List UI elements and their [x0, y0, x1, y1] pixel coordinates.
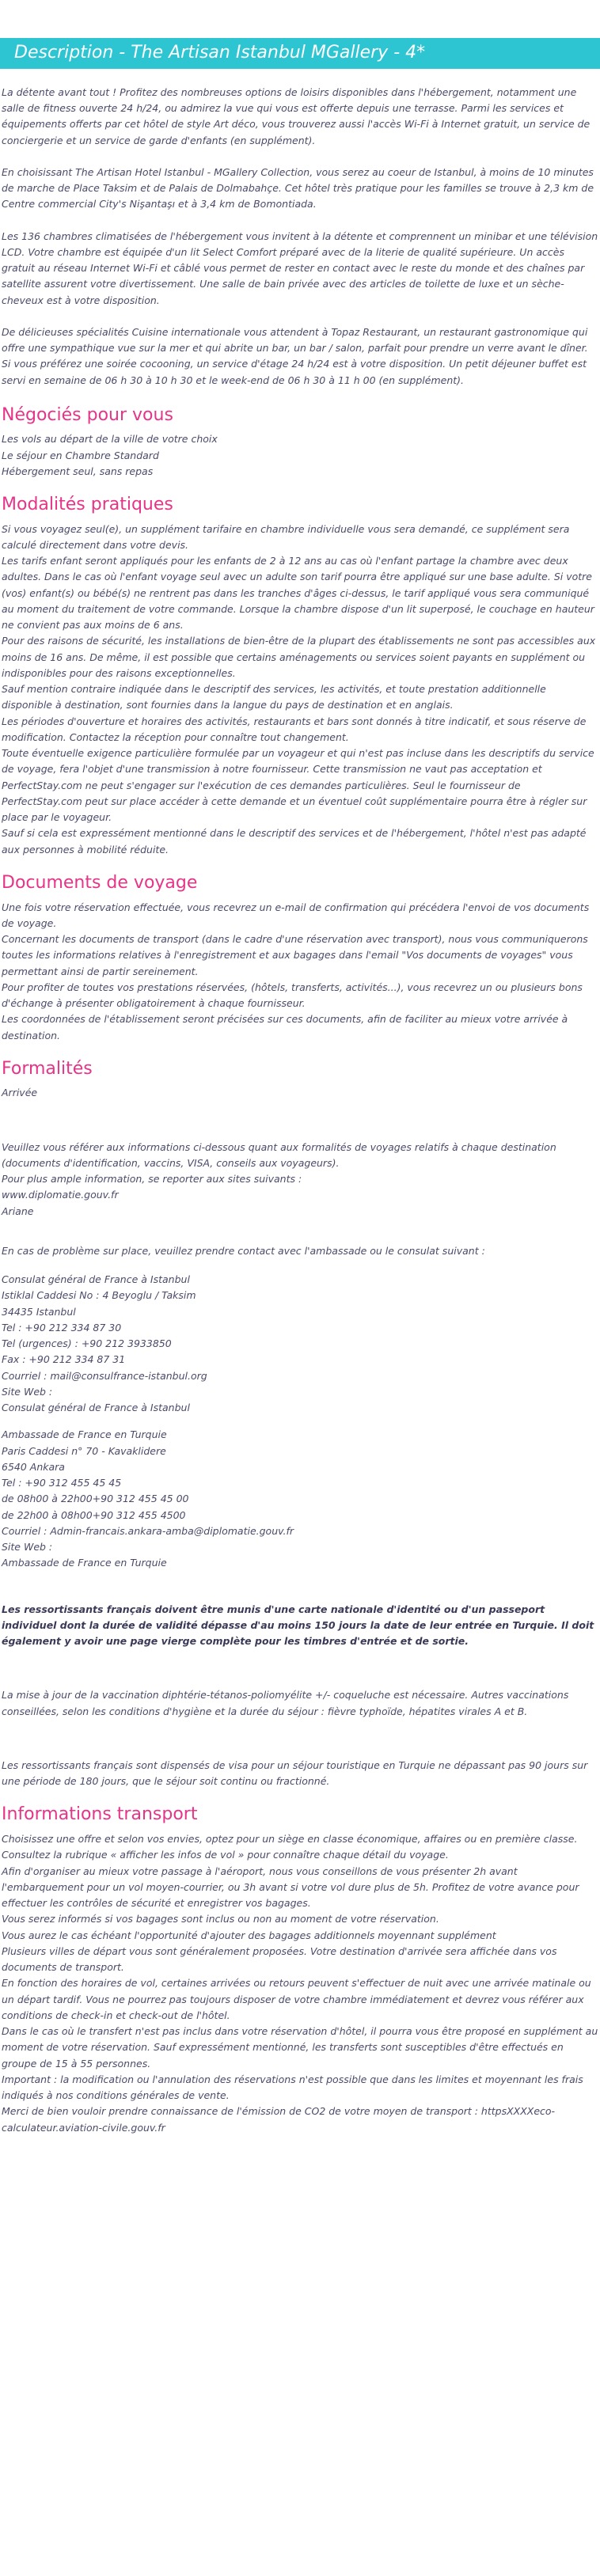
- text-line: Courriel : mail@consulfrance-istanbul.org: [2, 1369, 207, 1382]
- ariane-link[interactable]: Ariane: [2, 1205, 34, 1217]
- text-line: En fonction des horaires de vol, certaines arrivées ou retours peuvent s'effectuer de nuit avec une arrivée matinale ou un départ tardif. Vous ne pourrez pas toujours disposer de votre chambre immédiatement et devrez vous référer aux conditions de check-in et check-out de l'hôtel.: [2, 1977, 591, 2021]
- text-line: Les périodes d'ouverture et horaires des activités, restaurants et bars sont donnés à titre indicatif, et sous réserve de modification. Contactez la réception pour connaître tout changement.: [2, 715, 587, 743]
- text-line: Ambassade de France en Turquie: [2, 1428, 167, 1441]
- list-item: Les vols au départ de la ville de votre choix: [2, 433, 218, 446]
- text-line: 6540 Ankara: [2, 1460, 65, 1473]
- text-line: Plusieurs villes de départ vous sont généralement proposées. Votre destination d'arrivée sera affichée dans vos documents de transport.: [2, 1944, 557, 1974]
- negocies-list: [2, 431, 598, 480]
- diplomatie-link[interactable]: www.diplomatie.gouv.fr: [2, 1189, 119, 1201]
- text-line: Site Web :: [2, 1541, 53, 1554]
- text-line: Sauf si cela est expressément mentionné dans le descriptif des services et de l'hébergement, l'hôtel n'est pas adapté aux personnes à mobilité réduite.: [2, 827, 587, 856]
- list-item: Le séjour en Chambre Standard: [2, 449, 159, 461]
- text-line: Pour profiter de toutes vos prestations réservées, (hôtels, transferts, activités...), vous recevrez un ou plusieurs bons d'échange à présenter obligatoirement à chaque fournisseur.: [2, 981, 583, 1010]
- text-line: Veuillez vous référer aux informations ci-dessous quant aux formalités de voyages relatifs à chaque destination (documents d'identification, vaccins, VISA, conseils aux voyageurs).: [2, 1140, 556, 1169]
- text-line: Concernant les documents de transport (dans le cadre d'une réservation avec transport), nous vous communiquerons toutes les informations relatives à l'enregistrement et aux bagages dans l'email "Vos documents de voyages" vous permettant ainsi de partir sereinement.: [2, 933, 588, 977]
- text-line: Vous serez informés si vos bagages sont inclus ou non au moment de votre réservation.: [2, 1913, 439, 1925]
- text-line: Important : la modification ou l'annulation des réservations n'est possible que dans les limites et moyennant les frais indiqués à nos conditions générales de vente.: [2, 2073, 583, 2102]
- content: [0, 69, 600, 2136]
- arrivee-label: Arrivée: [2, 1087, 38, 1099]
- text-line: Tel (urgences) : +90 212 3933850: [2, 1337, 172, 1350]
- list-item: Hébergement seul, sans repas: [2, 465, 154, 477]
- page-title: Description - The Artisan Istanbul MGallery - 4*: [0, 38, 600, 69]
- text-line: Les tarifs enfant seront appliqués pour les enfants de 2 à 12 ans au cas où l'enfant partage la chambre avec deux adultes. Dans le cas où l'enfant voyage seul avec un adulte son tarif pourra être appliqué sur une base adulte. Si votre (vos) enfant(s) ou bébé(s) ne rentrent pas dans les tranches d'âges ci-dessus, le tarif appliqué vous sera communiqué au moment du traitement de votre commande. Lorsque la chambre dispose d'un lit superposé, le couchage en hauteur ne convient pas aux moins de 6 ans.: [2, 555, 594, 632]
- section-heading-documents: Documents de voyage: [2, 872, 198, 893]
- section-heading-modalites: Modalités pratiques: [2, 495, 173, 515]
- description-paragraph: Les 136 chambres climatisées de l'hébergement vous invitent à la détente et comprennent un minibar et une télévision LCD. Votre chambre est équipée d'un lit Select Comfort préparé avec de la literie de qualité supérieure. Un accès gratuit au réseau Internet Wi-Fi et câblé vous permet de rester en contact avec le reste du monde et des chaînes par satellite assurent votre divertissement. Une salle de bain privée avec des articles de toilette de luxe et un sèche-cheveux est à votre disposition.: [2, 230, 598, 306]
- text-line: Si vous voyagez seul(e), un supplément tarifaire en chambre individuelle vous sera demandé, ce supplément sera calculé directement dans votre devis.: [2, 522, 570, 551]
- text-line: Sauf mention contraire indiquée dans le descriptif des services, les activités, et toute prestation additionnelle disponible à destination, sont fournies dans la langue du pays de destination et en anglais.: [2, 683, 546, 711]
- documents-text: [2, 900, 598, 1044]
- consulat-link[interactable]: Consulat général de France à Istanbul: [2, 1402, 190, 1414]
- text-line: Une fois votre réservation effectuée, vous recevrez un e-mail de confirmation qui précédera l'envoi de vos documents de voyage.: [2, 901, 590, 929]
- transport-text: [2, 1831, 598, 2136]
- ambassade-link[interactable]: Ambassade de France en Turquie: [2, 1557, 167, 1569]
- text-line: Tel : +90 312 455 45 45: [2, 1477, 122, 1489]
- text-line: Tel : +90 212 334 87 30: [2, 1321, 122, 1334]
- consulat-block: [2, 1272, 598, 1416]
- description-paragraph: La détente avant tout ! Profitez des nombreuses options de loisirs disponibles dans l'hébergement, notamment une salle de fitness ouverte 24 h/24, ou admirez la vue qui vous est offerte depuis une terrasse. Parmi les services et équipements offerts par cet hôtel de style Art déco, vous trouverez aussi l'accès Wi-Fi à Internet gratuit, un service de conciergerie et un service de garde d'enfants (en supplément).: [2, 85, 591, 146]
- ressortissants-bold-text: Les ressortissants français doivent être munis d'une carte nationale d'identité ou d'un passeport individuel dont la durée de validité dépasse d'au moins 150 jours la date de leur entrée en Turquie. Il doit également y avoir une page vierge complète pour les timbres d'entrée et de sortie.: [2, 1603, 594, 1648]
- text-line: Site Web :: [2, 1385, 53, 1398]
- text-line: Consultez la rubrique « afficher les infos de vol » pour connaître chaque détail du voyage.: [2, 1849, 449, 1861]
- description-paragraph: En choisissant The Artisan Hotel Istanbul - MGallery Collection, vous serez au coeur de Istanbul, à moins de 10 minutes de marche de Place Taksim et de Palais de Dolmabahçe. Cet hôtel très pratique pour les familles se trouve à 2,3 km de Centre commercial City's Nişantaşı et à 3,4 km de Bomontiada.: [2, 165, 594, 211]
- text-line: Courriel : Admin-francais.ankara-amba@diplomatie.gouv.fr: [2, 1524, 294, 1537]
- probleme-text: En cas de problème sur place, veuillez prendre contact avec l'ambassade ou le consulat suivant :: [2, 1244, 485, 1257]
- section-heading-negocies: Négociés pour vous: [2, 404, 173, 425]
- page: [0, 38, 600, 2136]
- text-line: Pour plus ample information, se reporter aux sites suivants :: [2, 1173, 302, 1186]
- text-line: Consulat général de France à Istanbul: [2, 1273, 190, 1286]
- text-line: Choisissez une offre et selon vos envies, optez pour un siège en classe économique, affaires ou en première classe.: [2, 1833, 578, 1846]
- visa-text: Les ressortissants français sont dispensés de visa pour un séjour touristique en Turquie ne dépassant pas 90 jours sur une période de 180 jours, que le séjour soit continu ou fractionné.: [2, 1758, 588, 1788]
- description-paragraph: De délicieuses spécialités Cuisine internationale vous attendent à Topaz Restaurant, un restaurant gastronomique qui offre une sympathique vue sur la mer et qui abrite un bar, un bar / salon, parfait pour prendre un verre avant le dîner. Si vous préférez une soirée cocooning, un service d'étage 24 h/24 est à votre disposition. Un petit déjeuner buffet est servi en semaine de 06 h 30 à 10 h 30 et le week-end de 06 h 30 à 11 h 00 (en supplément).: [2, 325, 588, 386]
- text-line: Paris Caddesi n° 70 - Kavaklidere: [2, 1444, 166, 1457]
- text-line: de 22h00 à 08h00+90 312 455 4500: [2, 1508, 186, 1521]
- text-line: Vous aurez le cas échéant l'opportunité d'ajouter des bagages additionnels moyennant supplément: [2, 1929, 496, 1941]
- text-line: Pour des raisons de sécurité, les installations de bien-être de la plupart des établissements ne sont pas accessibles aux moins de 16 ans. De même, il est possible que certains aménagements ou services soient payants en supplément ou indisponibles pour des raisons exceptionnelles.: [2, 635, 596, 679]
- ambassade-block: [2, 1427, 598, 1571]
- section-heading-transport: Informations transport: [2, 1804, 198, 1825]
- text-line: Toute éventuelle exigence particulière formulée par un voyageur et qui n'est pas incluse dans les descriptifs du service de voyage, fera l'objet d'une transmission à notre fournisseur. Cette transmission ne vaut pas acceptation et PerfectStay.com ne peut s'engager sur l'exécution de ces demandes particulières. Seul le fournisseur de PerfectStay.com peut sur place accéder à cette demande et un éventuel coût supplémentaire pourra être à régler sur place par le voyageur.: [2, 747, 594, 824]
- text-line: Dans le cas où le transfert n'est pas inclus dans votre réservation d'hôtel, il pourra vous être proposé en supplément au moment de votre réservation. Sauf expressément mentionné, les transferts sont susceptibles d'être effectués en groupe de 15 à 55 personnes.: [2, 2025, 598, 2070]
- text-line: Les coordonnées de l'établissement seront précisées sur ces documents, afin de faciliter au mieux votre arrivée à destination.: [2, 1013, 568, 1041]
- text-line: Afin d'organiser au mieux votre passage à l'aéroport, nous vous conseillons de vous présenter 2h avant l'embarquement pour un vol moyen-courrier, ou 3h avant si votre vol dure plus de 5h. Profitez de votre avance pour effectuer les contrôles de sécurité et enregistrer vos bagages.: [2, 1865, 579, 1910]
- formalites-intro: [2, 1140, 598, 1220]
- text-line: de 08h00 à 22h00+90 312 455 45 00: [2, 1493, 189, 1505]
- text-line: Istiklal Caddesi No : 4 Beyoglu / Taksim: [2, 1289, 196, 1302]
- text-line: Fax : +90 212 334 87 31: [2, 1353, 126, 1366]
- section-heading-formalites: Formalités: [2, 1058, 93, 1079]
- co2-link[interactable]: Merci de bien vouloir prendre connaissance de l'émission de CO2 de votre moyen de transport : httpsXXXXeco-calculateur.aviation-civile.gouv.fr: [2, 2105, 556, 2134]
- modalites-text: [2, 522, 598, 858]
- text-line: 34435 Istanbul: [2, 1305, 76, 1318]
- vaccination-text: La mise à jour de la vaccination diphtérie-tétanos-poliomyélite +/- coqueluche est nécessaire. Autres vaccinations conseillées, selon les conditions d'hygiène et la durée du séjour : fièvre typhoïde, hépatites virales A et B.: [2, 1689, 569, 1717]
